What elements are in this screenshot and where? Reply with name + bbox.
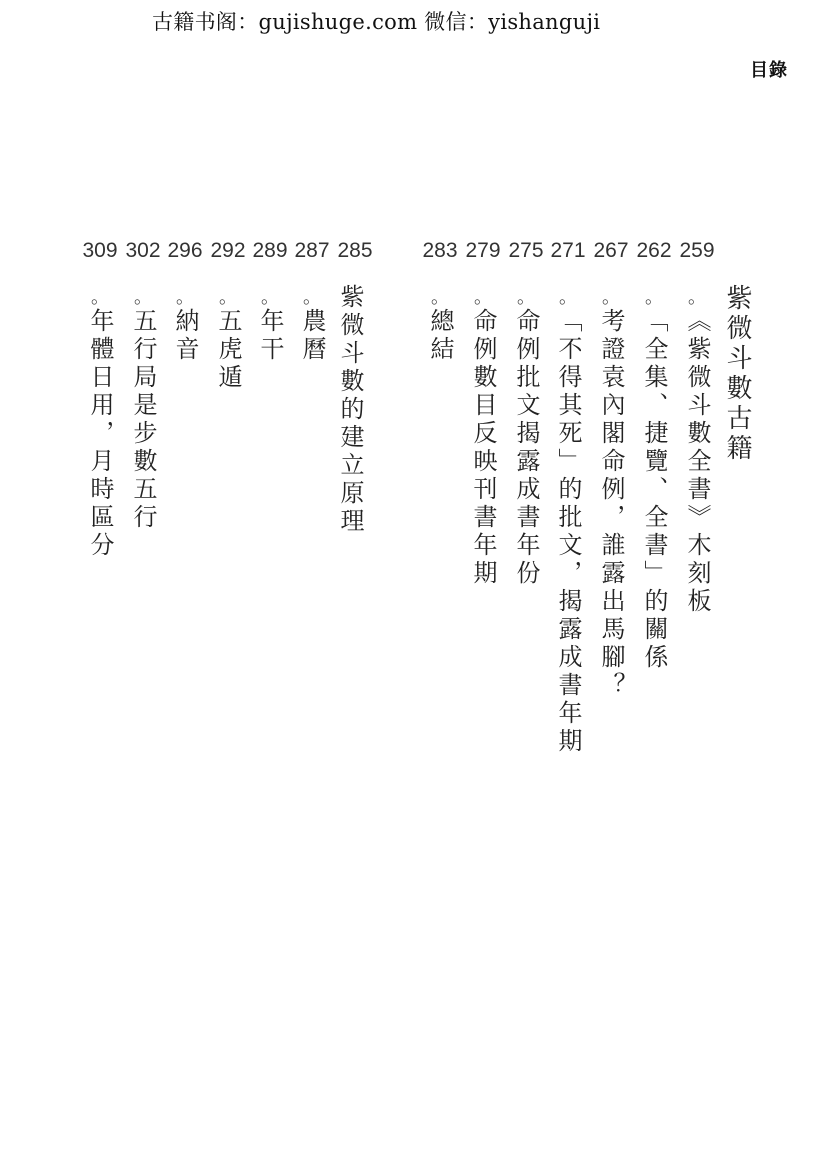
entry-title: 五虎遁	[214, 308, 242, 392]
entry-title: 年干	[256, 308, 284, 364]
bullet-mark: 。	[303, 287, 321, 308]
bullet-mark: 。	[134, 287, 152, 308]
toc-entry	[248, 236, 292, 364]
page-number: 262	[636, 239, 672, 262]
page-number: 292	[210, 239, 246, 262]
watermark-text: 古籍书阁：gujishuge.com 微信：yishanguji	[152, 10, 601, 34]
toc-entry	[206, 236, 250, 392]
entry-title: 農曆	[298, 308, 326, 364]
entry-title: 納音	[171, 308, 199, 364]
entry-title: 總結	[426, 308, 454, 364]
page-number: 296	[167, 239, 203, 262]
section-label: 目錄	[750, 60, 788, 81]
entry-title: 考證袁內閣命例，誰露出馬腳？	[597, 308, 625, 700]
page-number: 283	[422, 239, 458, 262]
toc-entry	[418, 236, 462, 364]
bullet-mark: 。	[91, 287, 109, 308]
toc-entry	[675, 236, 719, 616]
entry-title: 五行局是步數五行	[129, 308, 157, 532]
bullet-mark: 。	[517, 287, 535, 308]
entry-title: 年體日用，月時區分	[86, 308, 114, 560]
page-number: 279	[465, 239, 501, 262]
toc-entry	[632, 236, 676, 672]
toc-entry	[504, 236, 548, 588]
toc-entry	[78, 236, 122, 560]
chapter-title: 紫微斗數古籍	[722, 284, 752, 464]
entry-title: 命例批文揭露成書年份	[512, 308, 540, 588]
entry-title: 「全集、捷覽、全書」的關係	[640, 308, 668, 672]
entry-title: 「不得其死」的批文，揭露成書年期	[554, 308, 582, 756]
toc-entry	[121, 236, 165, 532]
page-number: 259	[679, 239, 715, 262]
entry-title: 《紫微斗數全書》木刻板	[683, 308, 711, 616]
page-number: 309	[82, 239, 118, 262]
page-number: 287	[294, 239, 330, 262]
entry-title: 命例數目反映刊書年期	[469, 308, 497, 588]
page-number: 267	[593, 239, 629, 262]
toc-entry	[290, 236, 334, 364]
bullet-mark: 。	[474, 287, 492, 308]
page-number: 302	[125, 239, 161, 262]
toc-entry	[163, 236, 207, 364]
page-number: 289	[252, 239, 288, 262]
bullet-mark: 。	[688, 287, 706, 308]
page-number: 271	[550, 239, 586, 262]
bullet-mark: 。	[219, 287, 237, 308]
bullet-mark: 。	[602, 287, 620, 308]
toc-entry	[546, 236, 590, 756]
toc-entry	[589, 236, 633, 700]
bullet-mark: 。	[559, 287, 577, 308]
page-number: 275	[508, 239, 544, 262]
chapter-title: 紫微斗數的建立原理	[336, 284, 364, 536]
bullet-mark: 。	[645, 287, 663, 308]
chapter-heading	[333, 236, 377, 266]
bullet-mark: 。	[431, 287, 449, 308]
bullet-mark: 。	[261, 287, 279, 308]
bullet-mark: 。	[176, 287, 194, 308]
page-number: 285	[337, 239, 373, 262]
toc-entry	[461, 236, 505, 588]
